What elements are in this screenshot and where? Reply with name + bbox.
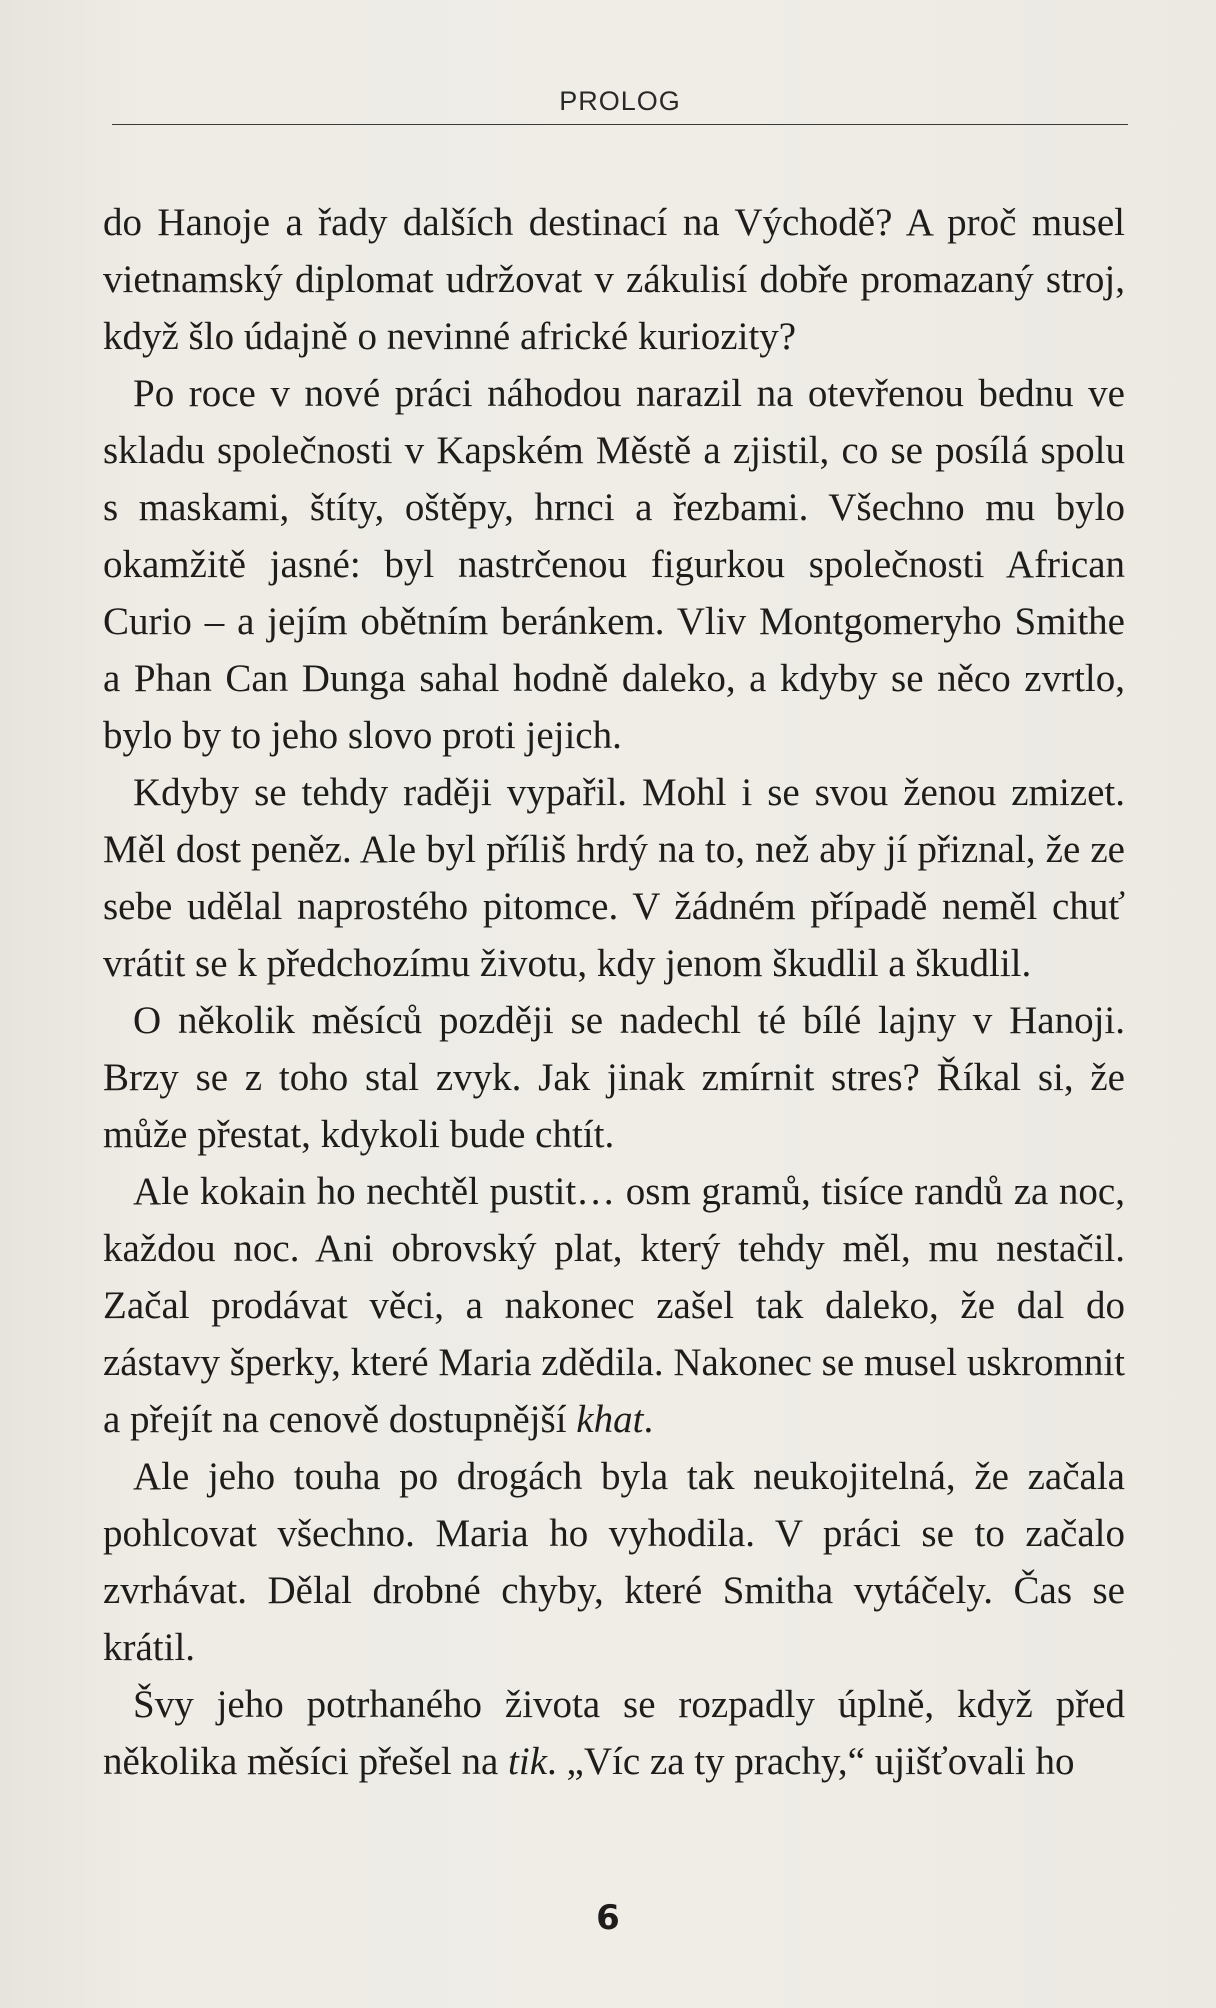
paragraph: [103, 992, 1125, 1163]
paragraph: [103, 365, 1125, 764]
header-rule: [112, 124, 1128, 125]
body-text: [103, 194, 1125, 1790]
running-head-title: PROLOG: [559, 86, 681, 116]
paragraph-text: do Hanoje a řady dalších destinací na Východě? A proč musel vietnamský diplomat udržovat v zákulisí dobře promazaný stroj, když šlo údajně o nevinné africké kuriozity?: [103, 201, 1125, 358]
paragraph-text: Kdyby se tehdy raději vypařil. Mohl i se svou ženou zmizet. Měl dost peněz. Ale byl příliš hrdý na to, než aby jí přiznal, že ze sebe udělal naprostého pitomce. V žádném případě neměl chuť vrátit se k předchozímu životu, kdy jenom škudlil a škudlil.: [103, 771, 1125, 985]
paragraph-text: Ale kokain ho nechtěl pustit… osm gramů, tisíce randů za noc, každou noc. Ani obrovský plat, který tehdy měl, mu nestačil. Začal prodávat věci, a nakonec zašel tak daleko, že dal do zástavy šperky, které Maria zdědila. Nakonec se musel uskromnit a přejít na cenově dostupnější: [103, 1170, 1125, 1441]
paragraph-text: .: [643, 1398, 654, 1441]
paragraph: [103, 1163, 1125, 1448]
paragraph-text: . „Víc za ty prachy,“ ujišťovali ho: [547, 1740, 1075, 1783]
paragraph: [103, 1676, 1125, 1790]
italic-word: tik: [508, 1740, 548, 1783]
paragraph-text: O několik měsíců později se nadechl té bílé lajny v Hanoji. Brzy se z toho stal zvyk. Jak jinak zmírnit stres? Říkal si, že může přestat, kdykoli bude chtít.: [103, 999, 1125, 1156]
italic-word: khat: [576, 1398, 644, 1441]
paragraph-text: Ale jeho touha po drogách byla tak neukojitelná, že začala pohlcovat všechno. Maria ho vyhodila. V práci se to začalo zvrhávat. Dělal drobné chyby, které Smitha vytáčely. Čas se krátil.: [103, 1455, 1125, 1669]
paragraph: [103, 1448, 1125, 1676]
paragraph-text: Po roce v nové práci náhodou narazil na otevřenou bednu ve skladu společnosti v Kapském Městě a zjistil, co se posílá spolu s maskami, štíty, oštěpy, hrnci a řezbami. Všechno mu bylo okamžitě jasné: byl nastrčenou figurkou společnosti African Curio – a jejím obětním beránkem. Vliv Montgomeryho Smithe a Phan Can Dunga sahal hodně daleko, a kdyby se něco zvrtlo, bylo by to jeho slovo proti jejich.: [103, 372, 1125, 757]
paragraph: [103, 194, 1125, 365]
paragraph: [103, 764, 1125, 992]
paragraph-text: Švy jeho potrhaného života se rozpadly úplně, když před několika měsíci přešel na: [103, 1683, 1125, 1783]
page-number: 6: [596, 1898, 620, 1938]
